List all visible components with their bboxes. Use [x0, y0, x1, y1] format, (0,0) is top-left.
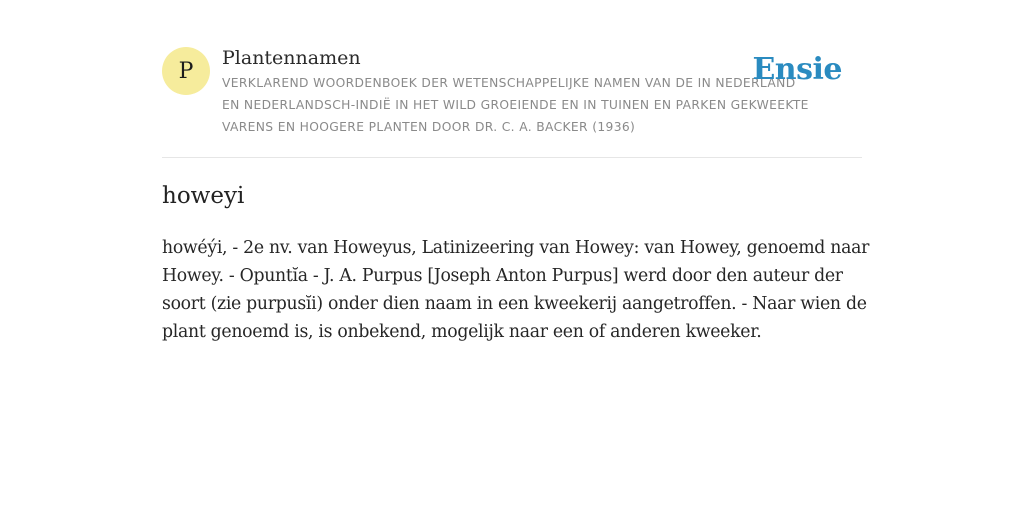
source-avatar[interactable]: P [162, 47, 210, 95]
ensie-logo-link[interactable]: Ensie [752, 52, 842, 87]
entry-headword: howeyi [162, 183, 245, 209]
source-description: VERKLAREND WOORDENBOEK DER WETENSCHAPPELIJKE NAMEN VAN DE IN NEDERLAND EN NEDERLANDSCH-INDIË IN HET WILD GROEIENDE EN IN TUINEN EN PARKEN GEKWEEKTE VARENS EN HOOGERE PLANTEN DOOR DR. C. A. BACKER (1936) [222, 76, 809, 134]
source-header [162, 0, 862, 158]
entry-definition: howéýi, - 2e nv. van Howeyus, Latinizeering van Howey: van Howey, genoemd naar Howey. - Opuntĭa - J. A. Purpus [Joseph Anton Purpus] werd door den auteur der soort (zie purpusĭi) onder dien naam in een kweekerij aangetroffen. - Naar wien de plant genoemd is, is onbekend, mogelijk naar een of anderen kweeker. [162, 238, 870, 342]
source-title[interactable]: Plantennamen [222, 47, 361, 69]
entry-page [162, 0, 870, 342]
